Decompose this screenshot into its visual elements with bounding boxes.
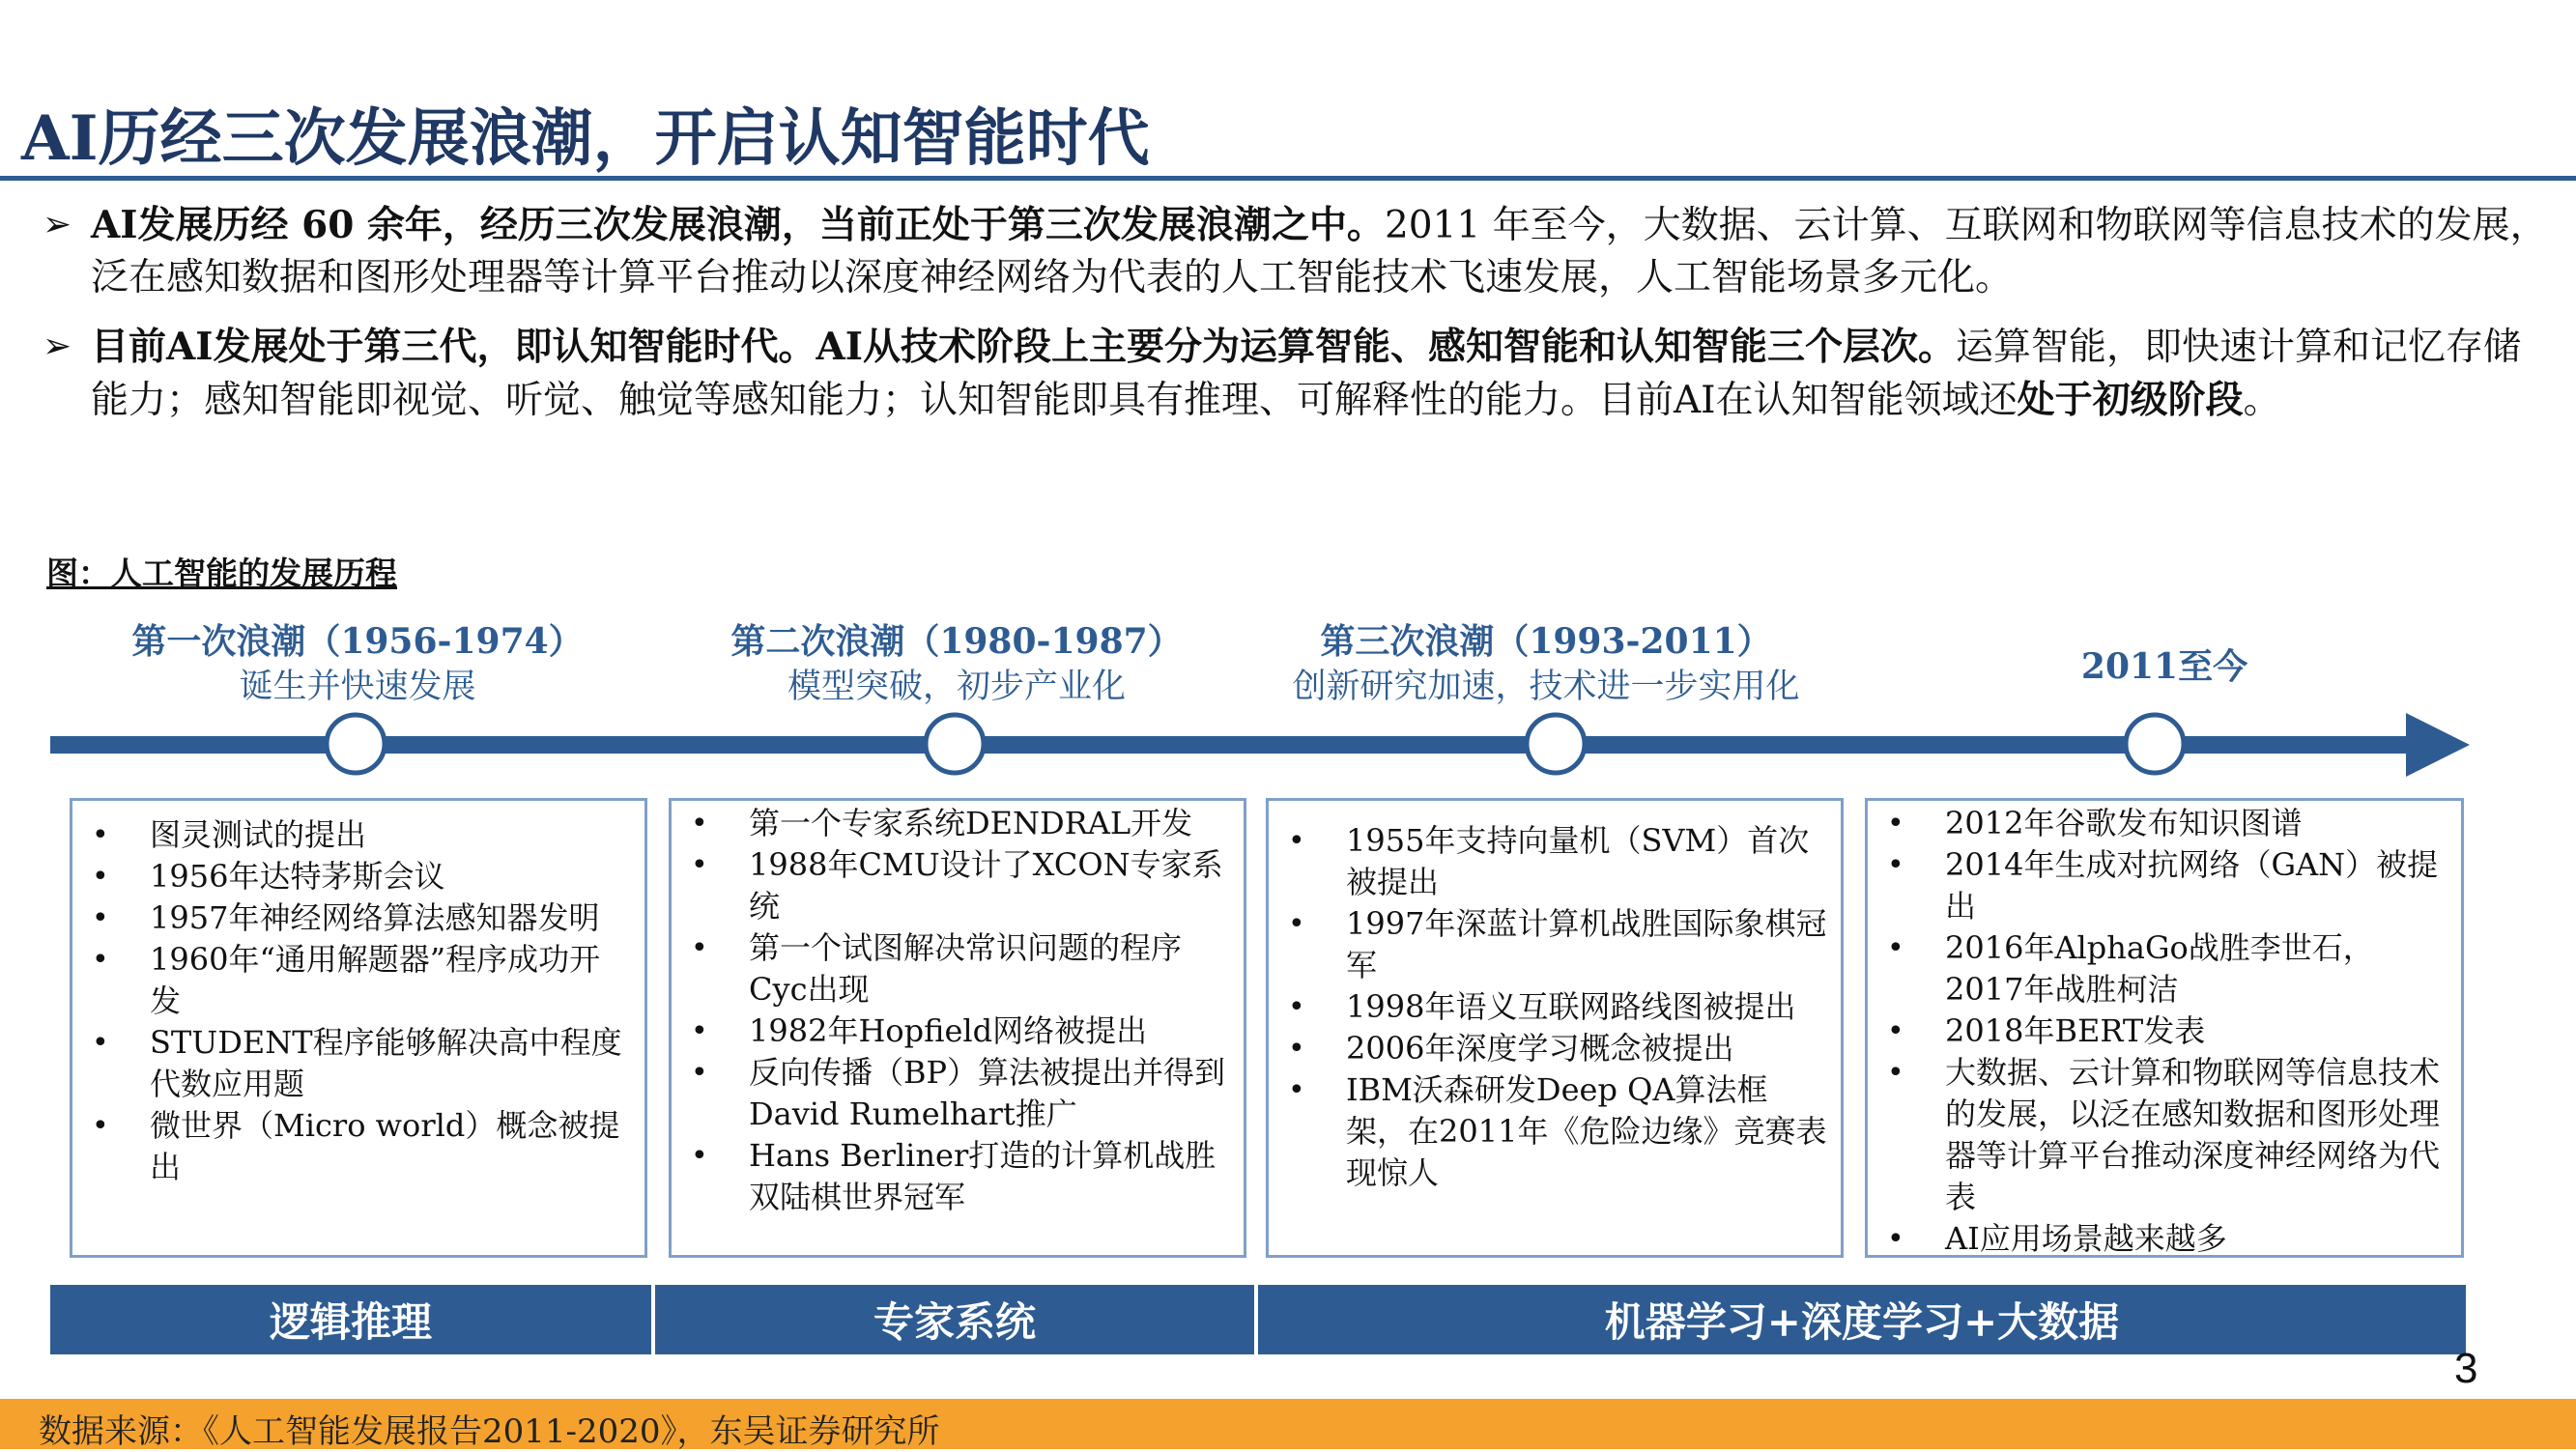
wave-3-subtitle: 创新研究加速，技术进一步实用化 [1292, 668, 1800, 706]
page-title: AI历经三次发展浪潮，开启认知智能时代 [21, 102, 1150, 175]
bullet-2-text-end: 。 [2243, 379, 2281, 422]
list-item: • 1960年“通用解题器”程序成功开发 [72, 939, 631, 1022]
list-item: • 1955年支持向量机（SVM）首次被提出 [1269, 820, 1827, 903]
timeline-node-2 [926, 715, 984, 773]
arrow-bullet-icon: ➢ [43, 327, 72, 366]
list-item: • 2006年深度学习概念被提出 [1269, 1028, 1827, 1069]
timeline-arrowhead-icon [2406, 713, 2470, 777]
list-item: • 反向传播（BP）算法被提出并得到David Rumelhart推广 [672, 1052, 1230, 1135]
list-item: • 2012年谷歌发布知识图谱 [1868, 803, 2447, 844]
stage-box-2 [669, 798, 1246, 1258]
bullet-1-text: 2011 年至今，大数据、云计算、互联网和物联网等信息技术的发展，泛在感知数据和图形处理器等计算平台推动以深度神经网络为代表的人工智能技术飞速发展，人工智能场景多元化。 [91, 204, 2548, 299]
stage-box-1 [70, 798, 647, 1258]
list-item: • IBM沃森研发Deep QA算法框架，在2011年《危险边缘》竞赛表现惊人 [1269, 1069, 1827, 1194]
list-item: • AI应用场景越来越多 [1868, 1218, 2447, 1260]
list-item: • 2018年BERT发表 [1868, 1011, 2447, 1052]
arrow-bullet-icon: ➢ [43, 205, 72, 244]
wave-2-title: 第二次浪潮（1980-1987） [730, 621, 1183, 662]
stage-1-list [72, 814, 631, 1188]
list-item: • 图灵测试的提出 [72, 814, 631, 856]
figure-caption: 图：人工智能的发展历程 [46, 555, 397, 592]
list-item: • 微世界（Micro world）概念被提出 [72, 1105, 631, 1188]
footer-bar [0, 1399, 2576, 1449]
stage-3-list [1269, 820, 1827, 1194]
list-item: • STUDENT程序能够解决高中程度代数应用题 [72, 1022, 631, 1105]
stage-2-list [672, 803, 1230, 1218]
stage-box-4 [1865, 798, 2464, 1258]
list-item: • 1988年CMU设计了XCON专家系统 [672, 844, 1230, 927]
band-logic-reasoning: 逻辑推理 [50, 1285, 651, 1354]
list-item: • 2014年生成对抗网络（GAN）被提出 [1868, 844, 2447, 927]
band-expert-systems: 专家系统 [655, 1285, 1254, 1354]
wave-1-subtitle: 诞生并快速发展 [239, 668, 476, 706]
wave-2-subtitle: 模型突破，初步产业化 [787, 668, 1126, 706]
timeline-node-3 [1527, 715, 1585, 773]
bullet-2-bold: 目前AI发展处于第三代，即认知智能时代。AI从技术阶段上主要分为运算智能、感知智能和认知智能三个层次。 [91, 325, 1957, 369]
list-item: • Hans Berliner打造的计算机战胜双陆棋世界冠军 [672, 1135, 1230, 1218]
stage-4-list [1868, 803, 2447, 1260]
list-item: • 1997年深蓝计算机战胜国际象棋冠军 [1269, 903, 1827, 986]
wave-4-title: 2011至今 [2080, 646, 2248, 687]
list-item: • 第一个试图解决常识问题的程序Cyc出现 [672, 927, 1230, 1011]
list-item: • 1998年语义互联网路线图被提出 [1269, 986, 1827, 1028]
band-machine-learning: 机器学习+深度学习+大数据 [1258, 1285, 2466, 1354]
bullet-1-bold: AI发展历经 60 余年，经历三次发展浪潮，当前正处于第三次发展浪潮之中。 [91, 203, 1385, 247]
timeline-bar [50, 736, 2418, 754]
list-item: • 第一个专家系统DENDRAL开发 [672, 803, 1230, 844]
wave-3-title: 第三次浪潮（1993-2011） [1320, 621, 1772, 662]
stage-box-3 [1266, 798, 1844, 1258]
source-note: 数据来源：《人工智能发展报告2011-2020》，东吴证券研究所 [39, 1412, 940, 1451]
list-item: • 1956年达特茅斯会议 [72, 856, 631, 897]
list-item: • 1957年神经网络算法感知器发明 [72, 897, 631, 939]
wave-1-title: 第一次浪潮（1956-1974） [131, 621, 584, 662]
bullet-2-bold-end: 处于初级阶段 [2017, 378, 2244, 422]
list-item: • 2016年AlphaGo战胜李世石，2017年战胜柯洁 [1868, 927, 2447, 1011]
timeline-node-4 [2126, 715, 2184, 773]
timeline-node-1 [327, 715, 385, 773]
list-item: • 1982年Hopfield网络被提出 [672, 1011, 1230, 1052]
list-item: • 大数据、云计算和物联网等信息技术的发展，以泛在感知数据和图形处理器等计算平台推动深度神经网络为代表 [1868, 1052, 2447, 1218]
page-number: 3 [2454, 1345, 2478, 1392]
bullet-2-text: 运算智能，即快速计算和记忆存储能力；感知智能即视觉、听觉、触觉等感知能力；认知智能即具有推理、可解释性的能力。目前AI在认知智能领域还 [91, 326, 2522, 422]
